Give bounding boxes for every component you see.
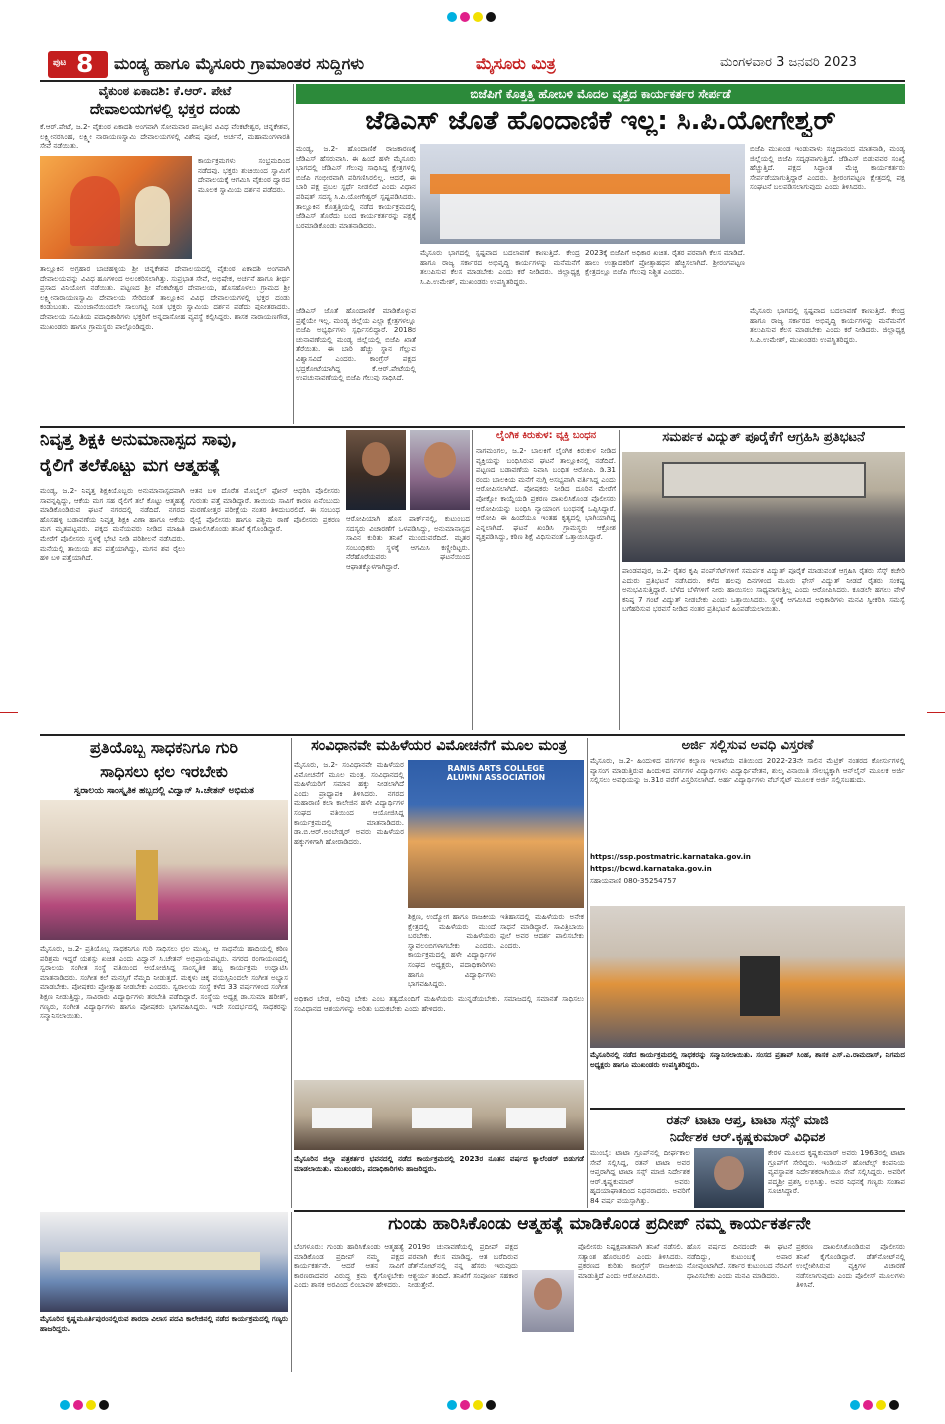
lead-kicker: ಬಿಜೆಪಿಗೆ ಕೊತ್ತತ್ತಿ ಹೋಬಳಿ ಮೊದಲ ವೃತ್ತದ ಕಾರ್ಯಕರ್ತರ ಸೇರ್ಪಡೆ — [470, 87, 731, 101]
crop-mark — [927, 712, 945, 713]
column-rule — [472, 430, 473, 730]
masthead-rule — [40, 80, 905, 82]
temple-photo — [40, 156, 192, 259]
women-article — [294, 738, 584, 1208]
women-body-col-4: ಅಧಿಕಾರ ಬೇಡ, ಅರಿವು ಬೇಕು ಎಂಬ ತತ್ವದೊಂದಿಗೆ ಮಹಿಳೆಯರು ಮುನ್ನಡೆಯಬೇಕು. ಸಮಾಜದಲ್ಲಿ ಸಮಾನತೆ ಸಾಧಿಸಲು ಸಂವಿಧಾನದ ಆಶಯಗಳನ್ನು ಅರಿತು ಬದುಕಬೇಕು ಎಂದು ಹೇಳಿದರು. — [294, 994, 584, 1013]
women-body-col-1: ಮೈಸೂರು, ಜ.2- ಸಂವಿಧಾನವೇ ಮಹಿಳೆಯರ ವಿಮೋಚನೆಗೆ ಮೂಲ ಮಂತ್ರ. ಸಂವಿಧಾನದಲ್ಲಿ ಮಹಿಳೆಯರಿಗೆ ಸಮಾನ ಹಕ್ಕು ನೀಡಲಾಗಿದೆ ಎಂದು ಪ್ರಾಧ್ಯಾಪಕಿ ತಿಳಿಸಿದರು. ನಗರದ ಮಹಾರಾಣಿ ಕಲಾ ಕಾಲೇಜಿನ ಹಳೇ ವಿದ್ಯಾರ್ಥಿಗಳ ಸಂಘದ ವತಿಯಿಂದ ಆಯೋಜಿಸಿದ್ದ ಕಾರ್ಯಕ್ರಮದಲ್ಲಿ ಮಾತನಾಡಿದರು. ಡಾ.ಬಿ.ಆರ್.ಅಂಬೇಡ್ಕರ್ ಅವರು ಮಹಿಳೆಯರ ಹಕ್ಕುಗಳಿಗಾಗಿ ಹೋರಾಡಿದರು. — [294, 760, 404, 846]
victim-photo-mother — [410, 430, 470, 510]
power-article — [622, 430, 905, 730]
tata-headline-1: ರತನ್ ಟಾಟಾ ಆಪ್ತ, ಟಾಟಾ ಸನ್ಸ್ ಮಾಜಿ — [666, 1112, 829, 1127]
registration-mark — [60, 1400, 70, 1410]
tata-photo — [694, 1148, 764, 1208]
temple-headline-2: ದೇವಾಲಯಗಳಲ್ಲಿ ಭಕ್ತರ ದಂಡು — [89, 100, 241, 118]
lead-body-col-2: ಜೆಡಿಎಸ್ ಜೊತೆ ಹೊಂದಾಣಿಕೆ ಮಾಡಿಕೊಳ್ಳುವ ಪ್ರಶ್ನೆಯೇ ಇಲ್ಲ. ಮಂಡ್ಯ ಜಿಲ್ಲೆಯ ಎಲ್ಲಾ ಕ್ಷೇತ್ರಗಳಲ್ಲೂ ಬಿಜೆಪಿ ಅಭ್ಯರ್ಥಿಗಳು ಸ್ಪರ್ಧಿಸಲಿದ್ದಾರೆ. 2018ರ ಚುನಾವಣೆಯಲ್ಲಿ ಮಂಡ್ಯ ಜಿಲ್ಲೆಯಲ್ಲಿ ಬಿಜೆಪಿ ಖಾತೆ ತೆರೆಯಿತು. ಈ ಬಾರಿ ಹೆಚ್ಚು ಸ್ಥಾನ ಗೆಲ್ಲುವ ವಿಶ್ವಾಸವಿದೆ ಎಂದರು. ಕಾಂಗ್ರೆಸ್ ಪಕ್ಷದ ಭದ್ರಕೋಟೆಯಾಗಿದ್ದ ಕೆ.ಆರ್.ಪೇಟೆಯಲ್ಲಿ ಉಪಚುನಾವಣೆಯಲ್ಲಿ ಬಿಜೆಪಿ ಗೆಲುವು ಸಾಧಿಸಿದೆ. — [296, 306, 416, 383]
suicide-headline-2: ರೈಲಿಗೆ ತಲೆಕೊಟ್ಟು ಮಗ ಆತ್ಮಹತ್ಯೆ — [40, 456, 221, 476]
lead-photo — [420, 144, 745, 244]
temple-body-side: ಕಾರ್ಯಕ್ರಮಗಳು ಸಂಭ್ರಮದಿಂದ ನಡೆದವು. ಭಕ್ತರು ಶುಚಿಯಿಂದ ಸ್ವಾಮಿಗೆ ದೇವಾಲಯಕ್ಕೆ ಆಗಮಿಸಿ ವೈಕುಂಠ ದ್ವಾರದ ಮೂಲಕ ಸ್ವಾಮಿಯ ದರ್ಶನ ಪಡೆದರು. — [198, 156, 290, 194]
section-rule — [40, 734, 905, 736]
deadline-headline: ಅರ್ಜಿ ಸಲ್ಲಿಸುವ ಅವಧಿ ವಿಸ್ತರಣೆ — [681, 738, 814, 753]
arrest-article — [476, 430, 616, 730]
section-rule — [590, 1108, 905, 1110]
suicide-body-col-2: ಆತನ ಬಳಿ ದೊರೆತ ಮೊಬೈಲ್ ಫೋನ್ ಆಧರಿಸಿ ಪೊಲೀಸರು ಗುರುತು ಪತ್ತೆ ಮಾಡಿದ್ದಾರೆ. ತಾಯಿಯ ಸಾವಿಗೆ ಕಾರಣ ಏನೆಂಬುದು ಮರಣೋತ್ತರ ಪರೀಕ್ಷೆಯ ನಂತರ ತಿಳಿದುಬರಲಿದೆ. ಈ ಸಂಬಂಧ ರೈಲ್ವೆ ಪೊಲೀಸರು ಹಾಗೂ ಪಶ್ಚಿಮ ಠಾಣೆ ಪೊಲೀಸರು ಪ್ರಕರಣ ದಾಖಲಿಸಿಕೊಂಡು ತನಿಖೆ ಕೈಗೊಂಡಿದ್ದಾರೆ. — [190, 486, 340, 534]
registration-mark — [889, 1400, 899, 1410]
registration-mark — [73, 1400, 83, 1410]
section-rule — [294, 1210, 905, 1212]
calendar-photo — [294, 1080, 584, 1150]
suicide-body-col-3: ಆರೋಪಿಯಾಗಿ ಹೊಸ ಪಾರ್ಕ್‌ನಲ್ಲಿ, ಕುಟುಂಬದ ಸದಸ್ಯರು ವಿಚಾರಣೆಗೆ ಒಳಪಡಿಸಿದ್ದು, ಅನುಮಾನಾಸ್ಪದ ಸಾವಿನ ಕುರಿತು ತನಿಖೆ ಮುಂದುವರೆದಿದೆ. ಮೃತರ ಸಂಬಂಧಿಕರು ಸ್ಥಳಕ್ಕೆ ಆಗಮಿಸಿ ಕಣ್ಣೀರಿಟ್ಟರು. ನೆರೆಹೊರೆಯವರು ಘಟನೆಯಿಂದ ಆಘಾತಕ್ಕೊಳಗಾಗಿದ್ದಾರೆ. — [346, 514, 470, 571]
column-rule — [291, 1212, 292, 1372]
women-body-col-3: ಇತಿಹಾಸದಲ್ಲಿ ಮಹಿಳೆಯರು ಅನೇಕ ಸಾಧನೆ ಮಾಡಿದ್ದಾರೆ. ಸಾವಿತ್ರಿಬಾಯಿ ಫುಲೆ ಅವರ ಆದರ್ಶ ಪಾಲಿಸಬೇಕು ಎಂದರು. — [500, 912, 584, 950]
lead-headline: ಜೆಡಿಎಸ್ ಜೊತೆ ಹೊಂದಾಣಿಕೆ ಇಲ್ಲ: ಸಿ.ಪಿ.ಯೋಗೇಶ್ವರ್ — [365, 106, 836, 136]
music-subhead: ಸ್ವರಾಲಯ ಸಾಂಸ್ಕೃತಿಕ ಹಬ್ಬದಲ್ಲಿ ವಿದ್ವಾನ್ ಸಿ.ಚೇತನ್ ಅಭಿಮತ — [74, 786, 254, 796]
tata-article — [590, 1112, 905, 1208]
registration-mark — [486, 12, 496, 22]
date-line: ಮಂಗಳವಾರ 3 ಜನವರಿ 2023 — [720, 55, 857, 70]
pradeep-body-col-3: ಪೊಲೀಸರು ನಿಷ್ಪಕ್ಷಪಾತವಾಗಿ ತನಿಖೆ ನಡೆಸಲಿ. ಸತ್ಯಾಂಶ ಹೊರಬರಲಿ ಎಂದು ತಿಳಿಸಿದರು. ಪ್ರಕರಣದ ಕುರಿತು ಕಾಂಗ್ರೆಸ್ ರಾಜಕೀಯ ಮಾಡುತ್ತಿದೆ ಎಂದು ಆರೋಪಿಸಿದರು. — [578, 1242, 683, 1280]
felicitation-photo — [590, 906, 905, 1048]
deadline-url-2[interactable]: https://bcwd.karnataka.gov.in — [590, 864, 712, 873]
music-headline-2: ಸಾಧಿಸಲು ಛಲ ಇರಬೇಕು — [100, 762, 228, 781]
page-number: 8 — [76, 49, 94, 78]
pradeep-body-col-1: ಬೆಂಗಳೂರು: ಗುಂಡು ಹಾರಿಸಿಕೊಂಡು ಆತ್ಮಹತ್ಯೆ ಮಾಡಿಕೊಂಡ ಪ್ರದೀಪ್ ನಮ್ಮ ಪಕ್ಷದ ಕಾರ್ಯಕರ್ತನೇ. ಆದರೆ ಆತನ ಸಾವಿಗೆ ಕಾರಣರಾದವರ ವಿರುದ್ಧ ಕ್ರಮ ಕೈಗೊಳ್ಳಬೇಕು ಎಂದು ಶಾಸಕ ಅರವಿಂದ ಲಿಂಬಾವಳಿ ಹೇಳಿದರು. — [294, 1242, 404, 1290]
pradeep-body-col-5: ಪ್ರಕರಣ ದಾಖಲಿಸಿಕೊಂಡಿರುವ ಪೊಲೀಸರು ತನಿಖೆ ಕೈಗೊಂಡಿದ್ದಾರೆ. ಡೆತ್‌ನೋಟ್‌ನಲ್ಲಿ ಉಲ್ಲೇಖಿಸಿರುವ ವ್ಯಕ್ತಿಗಳ ವಿಚಾರಣೆ ನಡೆಸಲಾಗುವುದು ಎಂದು ಪೊಲೀಸ್ ಮೂಲಗಳು ತಿಳಿಸಿವೆ. — [796, 1242, 905, 1290]
power-body: ಪಾಂಡವಪುರ, ಜ.2- ರೈತರ ಕೃಷಿ ಪಂಪ್‌ಸೆಟ್‌ಗಳಿಗೆ ಸಮರ್ಪಕ ವಿದ್ಯುತ್ ಪೂರೈಕೆ ಮಾಡುವಂತೆ ಆಗ್ರಹಿಸಿ ರೈತರು ಸೆಸ್ಕ್ ಕಚೇರಿ ಎದುರು ಪ್ರತಿಭಟನೆ ನಡೆಸಿದರು. ಕಳೆದ ಹಲವು ದಿನಗಳಿಂದ ಮೂರು ಫೇಸ್ ವಿದ್ಯುತ್ ನೀಡದೆ ರೈತರು ಸಂಕಷ್ಟ ಅನುಭವಿಸುತ್ತಿದ್ದಾರೆ. ಬೆಳೆದ ಬೆಳೆಗಳಿಗೆ ನೀರು ಹಾಯಿಸಲು ಸಾಧ್ಯವಾಗುತ್ತಿಲ್ಲ ಎಂದು ಆರೋಪಿಸಿದರು. ಕೂಡಲೇ ಹಗಲು ವೇಳೆ ಕನಿಷ್ಠ 7 ಗಂಟೆ ವಿದ್ಯುತ್ ನೀಡಬೇಕು ಎಂದು ಒತ್ತಾಯಿಸಿದರು. ಸ್ಥಳಕ್ಕೆ ಆಗಮಿಸಿದ ಅಧಿಕಾರಿಗಳು ಮನವಿ ಸ್ವೀಕರಿಸಿ ಸಮಸ್ಯೆ ಬಗೆಹರಿಸುವ ಭರವಸೆ ನೀಡಿದ ನಂತರ ಪ್ರತಿಭಟನೆ ಹಿಂಪಡೆಯಲಾಯಿತು. — [622, 566, 905, 614]
protest-photo — [622, 452, 905, 562]
music-body: ಮೈಸೂರು, ಜ.2- ಪ್ರತಿಯೊಬ್ಬ ಸಾಧಕನಿಗೂ ಗುರಿ ಸಾಧಿಸಲು ಛಲ ಮುಖ್ಯ. ಆ ಸಾಧನೆಯ ಹಾದಿಯಲ್ಲಿ ಕಠಿಣ ಪರಿಶ್ರಮ ಇದ್ದರೆ ಯಶಸ್ಸು ಖಚಿತ ಎಂದು ವಿದ್ವಾನ್ ಸಿ.ಚೇತನ್ ಅಭಿಪ್ರಾಯಪಟ್ಟರು. ನಗರದ ರಂಗಾಯಣದಲ್ಲಿ ಸ್ವರಾಲಯ ಸಂಗೀತ ಸಂಸ್ಥೆ ವತಿಯಿಂದ ಆಯೋಜಿಸಿದ್ದ ಸಾಂಸ್ಕೃತಿಕ ಹಬ್ಬ ಕಾರ್ಯಕ್ರಮ ಉದ್ಘಾಟಿಸಿ ಮಾತನಾಡಿದರು. ಸಂಗೀತ ಕಲೆ ಮನಸ್ಸಿಗೆ ನೆಮ್ಮದಿ ನೀಡುತ್ತದೆ. ಮಕ್ಕಳು ಚಿಕ್ಕ ವಯಸ್ಸಿನಿಂದಲೇ ಸಂಗೀತ ಅಭ್ಯಾಸ ಮಾಡಬೇಕು. ಪೋಷಕರು ಪ್ರೋತ್ಸಾಹ ನೀಡಬೇಕು ಎಂದರು. ಸ್ವರಾಲಯ ಸಂಸ್ಥೆ ಕಳೆದ 33 ವರ್ಷಗಳಿಂದ ಸಂಗೀತ ಶಿಕ್ಷಣ ನೀಡುತ್ತಿದ್ದು, ಸಾವಿರಾರು ವಿದ್ಯಾರ್ಥಿಗಳು ತರಬೇತಿ ಪಡೆದಿದ್ದಾರೆ. ಸಂಸ್ಥೆಯ ಅಧ್ಯಕ್ಷ ಡಾ.ಸುಮಾ ಹರೀಶ್, ಗಣ್ಯರು, ಸಂಗೀತ ವಿದ್ಯಾರ್ಥಿಗಳು ಹಾಗೂ ಪೋಷಕರು ಭಾಗವಹಿಸಿದ್ದರು. ಇದೇ ಸಂದರ್ಭದಲ್ಲಿ ಸಾಧಕರನ್ನು ಸನ್ಮಾನಿಸಲಾಯಿತು. — [40, 944, 288, 1021]
women-banner: RANIS ARTS COLLEGE ALUMNI ASSOCIATION — [446, 764, 546, 782]
pradeep-body-col-2: 2019ರ ಚುನಾವಣೆಯಲ್ಲಿ ಪ್ರದೀಪ್ ಪಕ್ಷದ ಪರವಾಗಿ ಕೆಲಸ ಮಾಡಿದ್ದ. ಆತ ಬರೆದಿರುವ ಡೆತ್‌ನೋಟ್‌ನಲ್ಲಿ ನನ್ನ ಹೆಸರು ಇರುವುದು ಆಶ್ಚರ್ಯ ತಂದಿದೆ. ತನಿಖೆಗೆ ಸಂಪೂರ್ಣ ಸಹಕಾರ ನೀಡುತ್ತೇನೆ. — [408, 1242, 518, 1290]
column-rule — [587, 738, 588, 1208]
suicide-article — [40, 430, 470, 730]
registration-mark — [447, 12, 457, 22]
lead-body-col-4: 2023ಕ್ಕೆ ಬಿಜೆಪಿಗೆ ಅಧಿಕಾರ ಖಚಿತ. ರೈತರ ಪರವಾಗಿ ಕೆಲಸ ಮಾಡಿದೆ. ಹಾಲು ಉತ್ಪಾದಕರಿಗೆ ಪ್ರೋತ್ಸಾಹಧನ ಹೆಚ್ಚಿಸಲಾಗಿದೆ. ಶ್ರೀರಂಗಪಟ್ಟಣ ಕ್ಷೇತ್ರದಲ್ಲೂ ಬಿಜೆಪಿ ಗೆಲುವು ನಿಶ್ಚಿತ ಎಂದರು. — [585, 248, 745, 277]
calendar-caption: ಮೈಸೂರಿನ ಜಿಲ್ಲಾ ಪತ್ರಕರ್ತರ ಭವನದಲ್ಲಿ ನಡೆದ ಕಾರ್ಯಕ್ರಮದಲ್ಲಿ 2023ರ ನೂತನ ವರ್ಷದ ಕ್ಯಾಲೆಂಡರ್ ಬಿಡುಗಡೆ ಮಾಡಲಾಯಿತು. ಮುಖಂಡರು, ಪದಾಧಿಕಾರಿಗಳು ಹಾಜರಿದ್ದರು. — [294, 1154, 584, 1173]
deadline-body: ಮೈಸೂರು, ಜ.2- ಹಿಂದುಳಿದ ವರ್ಗಗಳ ಕಲ್ಯಾಣ ಇಲಾಖೆಯ ವತಿಯಿಂದ 2022-23ನೇ ಸಾಲಿನ ಮೆಟ್ರಿಕ್ ನಂತರದ ಕೋರ್ಸುಗಳಲ್ಲಿ ವ್ಯಾಸಂಗ ಮಾಡುತ್ತಿರುವ ಹಿಂದುಳಿದ ವರ್ಗಗಳ ವಿದ್ಯಾರ್ಥಿಗಳು ವಿದ್ಯಾರ್ಥಿವೇತನ, ಶುಲ್ಕ ವಿನಾಯಿತಿ ಸೌಲಭ್ಯಕ್ಕಾಗಿ ಆನ್‌ಲೈನ್ ಮೂಲಕ ಅರ್ಜಿ ಸಲ್ಲಿಸಲು ಅವಧಿಯನ್ನು ಜ.31ರ ವರೆಗೆ ವಿಸ್ತರಿಸಲಾಗಿದೆ. ಅರ್ಹ ವಿದ್ಯಾರ್ಥಿಗಳು ವೆಬ್‌ಸೈಟ್ ಮೂಲಕ ಅರ್ಜಿ ಸಲ್ಲಿಸಬಹುದು. — [590, 756, 905, 785]
column-rule — [291, 738, 292, 1208]
temple-body-intro: ಕೆ.ಆರ್.ಪೇಟೆ, ಜ.2- ವೈಕುಂಠ ಏಕಾದಶಿ ಅಂಗವಾಗಿ ಸೋಮವಾರ ಪಾಲ್ಕತಿನ ವಿವಿಧ ವೆಂಕಟೇಶ್ವರ, ಚನ್ನಕೇಶವ, ಲಕ್ಷ್ಮೀನರಸಿಂಹ, ಲಕ್ಷ್ಮೀ ನಾರಾಯಣಸ್ವಾಮಿ ದೇವಾಲಯಗಳಲ್ಲಿ ವಿಶೇಷ ಪೂಜೆ, ಅರ್ಚನೆ, ಮಹಾಮಂಗಳಾರತಿ ಸೇವೆ ನಡೆಯಿತು. — [40, 122, 290, 151]
registration-mark — [99, 1400, 109, 1410]
pradeep-photo — [522, 1270, 574, 1332]
registration-mark — [460, 12, 470, 22]
college-photo — [40, 1212, 288, 1312]
deadline-phone: ಸಹಾಯವಾಣಿ 080-35254757 — [590, 876, 677, 885]
section-title: ಮಂಡ್ಯ ಹಾಗೂ ಮೈಸೂರು ಗ್ರಾಮಾಂತರ ಸುದ್ದಿಗಳು — [114, 54, 365, 73]
temple-headline-1: ವೈಕುಂಠ ಏಕಾದಶಿ: ಕೆ.ಆರ್. ಪೇಟೆ — [98, 84, 232, 98]
suicide-body-col-1: ಮಂಡ್ಯ, ಜ.2- ನಿವೃತ್ತ ಶಿಕ್ಷಕಿಯೊಬ್ಬರು ಅನುಮಾನಾಸ್ಪದವಾಗಿ ಸಾವನ್ನಪ್ಪಿದ್ದು, ಆಕೆಯ ಮಗ ಸಹ ರೈಲಿಗೆ ತಲೆ ಕೊಟ್ಟು ಆತ್ಮಹತ್ಯೆ ಮಾಡಿಕೊಂಡಿರುವ ಘಟನೆ ನಗರದಲ್ಲಿ ನಡೆದಿದೆ. ನಗರದ ಹೊಸಹಳ್ಳಿ ಬಡಾವಣೆಯ ನಿವೃತ್ತ ಶಿಕ್ಷಕಿ ವಿಣಾ ಹಾಗೂ ಆಕೆಯ ಮಗ ಮೃತಪಟ್ಟವರು. ಪಕ್ಕದ ಮನೆಯವರು ನೀಡಿದ ಮಾಹಿತಿ ಮೇರೆಗೆ ಪೊಲೀಸರು ಸ್ಥಳಕ್ಕೆ ಭೇಟಿ ನೀಡಿ ಪರಿಶೀಲನೆ ನಡೆಸಿದರು. ಮನೆಯಲ್ಲಿ ತಾಯಿಯ ಶವ ಪತ್ತೆಯಾಗಿದ್ದು, ಮಗನ ಶವ ರೈಲು ಹಳಿ ಬಳಿ ಪತ್ತೆಯಾಗಿದೆ. — [40, 486, 185, 563]
registration-mark — [473, 12, 483, 22]
column-rule — [619, 430, 620, 730]
lead-body-col-5b: ಮೈಸೂರು ಭಾಗದಲ್ಲಿ ಸ್ಪಷ್ಟವಾದ ಬದಲಾವಣೆ ಕಾಣುತ್ತಿದೆ. ಕೇಂದ್ರ ಹಾಗೂ ರಾಜ್ಯ ಸರ್ಕಾರದ ಅಭಿವೃದ್ಧಿ ಕಾರ್ಯಗಳನ್ನು ಮನೆಮನೆಗೆ ತಲುಪಿಸುವ ಕೆಲಸ ಮಾಡಬೇಕು ಎಂದು ಕರೆ ನೀಡಿದರು. ಜಿಲ್ಲಾಧ್ಯಕ್ಷ ಸಿ.ಪಿ.ಉಮೇಶ್, ಮುಖಂಡರು ಉಪಸ್ಥಿತರಿದ್ದರು. — [750, 306, 905, 344]
music-photo — [40, 800, 288, 940]
tata-headline-2: ನಿರ್ದೇಶಕ ಆರ್.ಕೃಷ್ಣಕುಮಾರ್ ವಿಧಿವಶ — [669, 1129, 826, 1144]
music-headline-1: ಪ್ರತಿಯೊಬ್ಬ ಸಾಧಕನಿಗೂ ಗುರಿ — [90, 738, 238, 757]
crop-mark — [0, 712, 18, 713]
lead-body-col-5: ಬಿಜೆಪಿ ಮುಖಂಡ ಇಂಡುವಾಳು ಸಚ್ಚಿದಾನಂದ ಮಾತನಾಡಿ, ಮಂಡ್ಯ ಜಿಲ್ಲೆಯಲ್ಲಿ ಬಿಜೆಪಿ ಸದೃಢವಾಗುತ್ತಿದೆ. ಜೆಡಿಎಸ್ ಬಿಡುವವರ ಸಂಖ್ಯೆ ಹೆಚ್ಚುತ್ತಿದೆ. ಪಕ್ಷದ ಸಿದ್ಧಾಂತ ಮೆಚ್ಚಿ ಕಾರ್ಯಕರ್ತರು ಸೇರ್ಪಡೆಯಾಗುತ್ತಿದ್ದಾರೆ ಎಂದರು. ಶ್ರೀರಂಗಪಟ್ಟಣ ಕ್ಷೇತ್ರದಲ್ಲಿ ಪಕ್ಷ ಸಂಘಟನೆ ಬಲಪಡಿಸಲಾಗುವುದು ಎಂದು ತಿಳಿಸಿದರು. — [750, 144, 905, 192]
pradeep-headline: ಗುಂಡು ಹಾರಿಸಿಕೊಂಡು ಆತ್ಮಹತ್ಯೆ ಮಾಡಿಕೊಂಡ ಪ್ರದೀಪ್ ನಮ್ಮ ಕಾರ್ಯಕರ್ತನೇ — [388, 1214, 811, 1234]
page-number-badge — [48, 51, 108, 78]
section-rule — [40, 426, 905, 428]
page-label: ಪುಟ — [53, 58, 67, 68]
temple-body-main: ತಾಲ್ಲೂಕಿನ ಅಗ್ರಹಾರ ಬಾಚಹಳ್ಳಿಯ ಶ್ರೀ ಚನ್ನಕೇಶವ ದೇವಾಲಯದಲ್ಲಿ ವೈಕುಂಠ ಏಕಾದಶಿ ಅಂಗವಾಗಿ ದೇವಾಲಯವನ್ನು ವಿವಿಧ ಹೂಗಳಿಂದ ಅಲಂಕರಿಸಲಾಗಿತ್ತು. ಸುಪ್ರಭಾತ ಸೇವೆ, ಅಭಿಷೇಕ, ಅರ್ಚನೆ ಹಾಗೂ ತೀರ್ಥ ಪ್ರಸಾದ ವಿನಿಯೋಗ ನಡೆಯಿತು. ಪಟ್ಟಣದ ಶ್ರೀ ವೆಂಕಟೇಶ್ವರ ದೇವಾಲಯ, ಹೊಸಹೊಳಲು ಗ್ರಾಮದ ಶ್ರೀ ಲಕ್ಷ್ಮೀನಾರಾಯಣಸ್ವಾಮಿ ದೇವಾಲಯ ಸೇರಿದಂತೆ ತಾಲ್ಲೂಕಿನ ವಿವಿಧ ದೇವಾಲಯಗಳಲ್ಲಿ ಭಕ್ತರ ದಂಡು ಕಂಡುಬಂತು. ಮುಂಜಾನೆಯಿಂದಲೇ ಸಾಲುಗಟ್ಟಿ ನಿಂತ ಭಕ್ತರು ಸ್ವಾಮಿಯ ದರ್ಶನ ಪಡೆದು ಪುನೀತರಾದರು. ದೇವಾಲಯ ಸಮಿತಿಯ ಪದಾಧಿಕಾರಿಗಳು ಭಕ್ತರಿಗೆ ಅನ್ನದಾಸೋಹ ವ್ಯವಸ್ಥೆ ಕಲ್ಪಿಸಿದ್ದರು. ಶಾಸಕ ನಾರಾಯಣಗೌಡ, ಮುಖಂಡರು ಹಾಗೂ ಗ್ರಾಮಸ್ಥರು ಪಾಲ್ಗೊಂಡಿದ್ದರು. — [40, 264, 290, 331]
tata-body-2: ಕೇರಳ ಮೂಲದ ಕೃಷ್ಣಕುಮಾರ್ ಅವರು 1963ರಲ್ಲಿ ಟಾಟಾ ಗ್ರೂಪ್‌ಗೆ ಸೇರಿದ್ದರು. ಇಂಡಿಯನ್ ಹೋಟೆಲ್ಸ್ ಕಂಪನಿಯ ವ್ಯವಸ್ಥಾಪಕ ನಿರ್ದೇಶಕರಾಗಿಯೂ ಸೇವೆ ಸಲ್ಲಿಸಿದ್ದರು. ಅವರಿಗೆ ಪದ್ಮಶ್ರೀ ಪ್ರಶಸ್ತಿ ಲಭಿಸಿತ್ತು. ಅವರ ನಿಧನಕ್ಕೆ ಗಣ್ಯರು ಸಂತಾಪ ಸೂಚಿಸಿದ್ದಾರೆ. — [768, 1148, 905, 1196]
deadline-article — [590, 738, 905, 903]
registration-mark — [460, 1400, 470, 1410]
music-article — [40, 738, 288, 1208]
masthead — [40, 50, 905, 80]
victim-photo-son — [346, 430, 406, 510]
registration-mark — [473, 1400, 483, 1410]
suicide-headline-1: ನಿವೃತ್ತ ಶಿಕ್ಷಕಿ ಅನುಮಾನಾಸ್ಪದ ಸಾವು, — [40, 430, 238, 450]
registration-mark — [863, 1400, 873, 1410]
deadline-url-1[interactable]: https://ssp.postmatric.karnataka.gov.in — [590, 852, 751, 861]
college-caption: ಮೈಸೂರಿನ ಕೃಷ್ಣಮೂರ್ತಿಪುರಂನಲ್ಲಿರುವ ಶಾರದಾ ವಿಲಾಸ ಪದವಿ ಕಾಲೇಜಿನಲ್ಲಿ ನಡೆದ ಕಾರ್ಯಕ್ರಮದಲ್ಲಿ ಗಣ್ಯರು ಹಾಜರಿದ್ದರು. — [40, 1314, 288, 1333]
registration-mark — [850, 1400, 860, 1410]
temple-article — [40, 84, 290, 424]
registration-mark — [876, 1400, 886, 1410]
women-photo — [408, 760, 584, 908]
registration-mark — [86, 1400, 96, 1410]
lead-body-col-3: ಮೈಸೂರು ಭಾಗದಲ್ಲಿ ಸ್ಪಷ್ಟವಾದ ಬದಲಾವಣೆ ಕಾಣುತ್ತಿದೆ. ಕೇಂದ್ರ ಹಾಗೂ ರಾಜ್ಯ ಸರ್ಕಾರದ ಅಭಿವೃದ್ಧಿ ಕಾರ್ಯಗಳನ್ನು ಮನೆಮನೆಗೆ ತಲುಪಿಸುವ ಕೆಲಸ ಮಾಡಬೇಕು ಎಂದು ಕರೆ ನೀಡಿದರು. ಜಿಲ್ಲಾಧ್ಯಕ್ಷ ಸಿ.ಪಿ.ಉಮೇಶ್, ಮುಖಂಡರು ಉಪಸ್ಥಿತರಿದ್ದರು. — [420, 248, 580, 286]
pradeep-body-col-4: ಹೊಸ ವರ್ಷದ ದಿನದಂದೇ ಈ ಘಟನೆ ನಡೆದಿದ್ದು, ಕುಟುಂಬಕ್ಕೆ ಅಪಾರ ನೋವುಂಟಾಗಿದೆ. ಸರ್ಕಾರ ಕುಟುಂಬದ ನೆರವಿಗೆ ಧಾವಿಸಬೇಕು ಎಂದು ಮನವಿ ಮಾಡಿದರು. — [687, 1242, 792, 1280]
lead-body-col-1: ಮಂಡ್ಯ, ಜ.2- ಹೊಂದಾಣಿಕೆ ರಾಜಕಾರಣಕ್ಕೆ ಜೆಡಿಎಸ್ ಹೆಸರುವಾಸಿ. ಈ ಹಿಂದೆ ಹಳೇ ಮೈಸೂರು ಭಾಗದಲ್ಲಿ ಜೆಡಿಎಸ್ ಗೆಲುವು ಸಾಧಿಸಿದ್ದ ಕ್ಷೇತ್ರಗಳಲ್ಲಿ ಬಿಜೆಪಿ ಗಂಭೀರವಾಗಿ ಪರಿಗಣಿಸಿರಲಿಲ್ಲ. ಆದರೆ, ಈ ಬಾರಿ ಪಕ್ಷ ಪ್ರಬಲ ಸ್ಪರ್ಧೆ ನೀಡಲಿದೆ ಎಂದು ವಿಧಾನ ಪರಿಷತ್ ಸದಸ್ಯ ಸಿ.ಪಿ.ಯೋಗೇಶ್ವರ್ ಸ್ಪಷ್ಟಪಡಿಸಿದರು. ತಾಲ್ಲೂಕಿನ ಕೊತ್ತತ್ತಿಯಲ್ಲಿ ನಡೆದ ಕಾರ್ಯಕ್ರಮದಲ್ಲಿ ಜೆಡಿಎಸ್ ತೊರೆದು ಬಂದ ಕಾರ್ಯಕರ್ತರನ್ನು ಪಕ್ಷಕ್ಕೆ ಬರಮಾಡಿಕೊಂಡು ಮಾತನಾಡಿದರು. — [296, 144, 416, 230]
column-rule — [293, 84, 294, 424]
pradeep-article — [294, 1214, 905, 1374]
arrest-body: ನಾಗಮಂಗಲ, ಜ.2- ಬಾಲಕಿಗೆ ಲೈಂಗಿಕ ಕಿರುಕುಳ ನೀಡಿದ ವ್ಯಕ್ತಿಯನ್ನು ಬಂಧಿಸಿರುವ ಘಟನೆ ತಾಲ್ಲೂಕಿನಲ್ಲಿ ನಡೆದಿದೆ. ಪಟ್ಟಣದ ಬಡಾವಣೆಯ ನಿವಾಸಿ ಬಂಧಿತ ಆರೋಪಿ. ಡಿ.31 ರಂದು ಬಾಲಕಿಯ ಮನೆಗೆ ನುಗ್ಗಿ ಅಸಭ್ಯವಾಗಿ ವರ್ತಿಸಿದ್ದ ಎಂದು ಆರೋಪಿಸಲಾಗಿದೆ. ಪೋಷಕರು ನೀಡಿದ ದೂರಿನ ಮೇರೆಗೆ ಪೋಕ್ಸೋ ಕಾಯ್ದೆಯಡಿ ಪ್ರಕರಣ ದಾಖಲಿಸಿಕೊಂಡ ಪೊಲೀಸರು ಆರೋಪಿಯನ್ನು ಬಂಧಿಸಿ ನ್ಯಾಯಾಂಗ ಬಂಧನಕ್ಕೆ ಒಪ್ಪಿಸಿದ್ದಾರೆ. ಆರೋಪಿ ಈ ಹಿಂದೆಯೂ ಇಂತಹ ಕೃತ್ಯದಲ್ಲಿ ಭಾಗಿಯಾಗಿದ್ದ ಎನ್ನಲಾಗಿದೆ. ಘಟನೆ ಖಂಡಿಸಿ ಗ್ರಾಮಸ್ಥರು ಆಕ್ರೋಶ ವ್ಯಕ್ತಪಡಿಸಿದ್ದು, ಕಠಿಣ ಶಿಕ್ಷೆ ವಿಧಿಸುವಂತೆ ಒತ್ತಾಯಿಸಿದ್ದಾರೆ. — [476, 446, 616, 542]
power-headline: ಸಮರ್ಪಕ ವಿದ್ಯುತ್ ಪೂರೈಕೆಗೆ ಆಗ್ರಹಿಸಿ ಪ್ರತಿಭಟನೆ — [662, 430, 865, 445]
registration-mark — [447, 1400, 457, 1410]
women-headline: ಸಂವಿಧಾನವೇ ಮಹಿಳೆಯರ ವಿಮೋಚನೆಗೆ ಮೂಲ ಮಂತ್ರ — [311, 738, 567, 754]
lead-kicker-bar — [296, 84, 905, 104]
tata-body-1: ಮುಂಬೈ: ಟಾಟಾ ಗ್ರೂಪ್‌ನಲ್ಲಿ ದೀರ್ಘಕಾಲ ಸೇವೆ ಸಲ್ಲಿಸಿದ್ದ, ರತನ್ ಟಾಟಾ ಅವರ ಆಪ್ತರಾಗಿದ್ದ ಟಾಟಾ ಸನ್ಸ್ ಮಾಜಿ ನಿರ್ದೇಶಕ ಆರ್.ಕೃಷ್ಣಕುಮಾರ್ ಅವರು ಹೃದಯಾಘಾತದಿಂದ ನಿಧನರಾದರು. ಅವರಿಗೆ 84 ವರ್ಷ ವಯಸ್ಸಾಗಿತ್ತು. — [590, 1148, 690, 1205]
registration-mark — [486, 1400, 496, 1410]
felicitation-caption: ಮೈಸೂರಿನಲ್ಲಿ ನಡೆದ ಕಾರ್ಯಕ್ರಮದಲ್ಲಿ ಸಾಧಕರನ್ನು ಸನ್ಮಾನಿಸಲಾಯಿತು. ಸಂಸದ ಪ್ರತಾಪ್ ಸಿಂಹ, ಶಾಸಕ ಎಸ್.ಎ.ರಾಮದಾಸ್, ನಿಗಮದ ಅಧ್ಯಕ್ಷರು ಹಾಗೂ ಮುಖಂಡರು ಉಪಸ್ಥಿತರಿದ್ದರು. — [590, 1050, 905, 1069]
arrest-headline: ಲೈಂಗಿಕ ಕಿರುಕುಳ: ವ್ಯಕ್ತಿ ಬಂಧನ — [495, 430, 597, 441]
paper-name: ಮೈಸೂರು ಮಿತ್ರ — [476, 54, 556, 73]
women-body-col-2: ಶಿಕ್ಷಣ, ಉದ್ಯೋಗ ಹಾಗೂ ರಾಜಕೀಯ ಕ್ಷೇತ್ರದಲ್ಲಿ ಮಹಿಳೆಯರು ಮುಂದೆ ಬರಬೇಕು. ಮಹಿಳೆಯರು ಸ್ವಾವಲಂಬಿಗಳಾಗಬೇಕು ಎಂದರು. ಕಾರ್ಯಕ್ರಮದಲ್ಲಿ ಹಳೇ ವಿದ್ಯಾರ್ಥಿಗಳ ಸಂಘದ ಅಧ್ಯಕ್ಷರು, ಪದಾಧಿಕಾರಿಗಳು ಹಾಗೂ ವಿದ್ಯಾರ್ಥಿಗಳು ಭಾಗವಹಿಸಿದ್ದರು. — [408, 912, 496, 989]
